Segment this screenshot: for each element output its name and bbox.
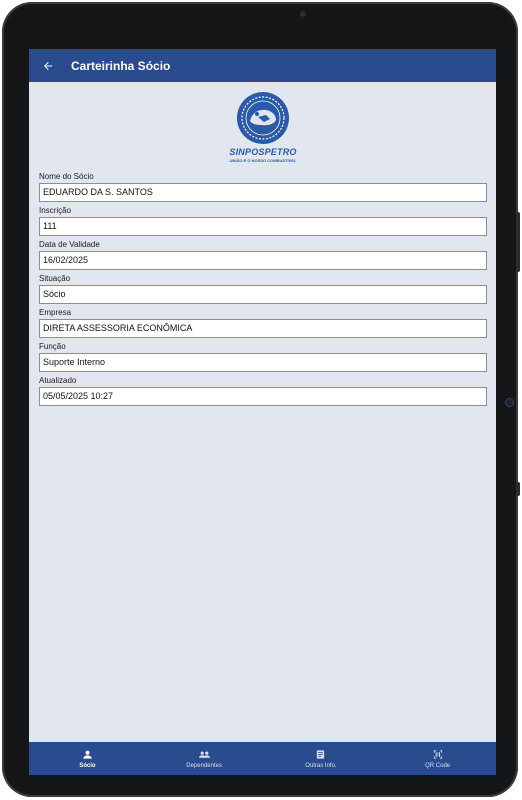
- back-button[interactable]: [31, 49, 65, 82]
- app-bar: [29, 49, 496, 82]
- member-form: [39, 170, 487, 409]
- logo-name: SINPOSPETRO: [229, 147, 297, 157]
- member-name-field[interactable]: EDUARDO DA S. SANTOS: [39, 183, 487, 202]
- nav-item-socio[interactable]: [29, 742, 146, 775]
- nav-label-socio: Sócio: [79, 762, 96, 769]
- power-button: [516, 482, 520, 496]
- status-field[interactable]: Sócio: [39, 285, 487, 304]
- logo-slogan: UNIÃO É O NOSSO COMBUSTÍVEL: [229, 158, 297, 163]
- person-icon: [82, 749, 93, 760]
- nav-label-qr-code: QR Code: [425, 762, 451, 769]
- document-icon: [315, 749, 326, 760]
- nav-item-qr-code[interactable]: [379, 742, 496, 775]
- nav-item-dependentes[interactable]: [146, 742, 263, 775]
- company-label: Empresa: [39, 308, 72, 317]
- expiry-date-label: Data de Validade: [39, 240, 100, 249]
- qr-code-icon: [432, 749, 444, 760]
- front-camera: [300, 11, 306, 17]
- status-label: Situação: [39, 274, 71, 283]
- volume-button: [516, 212, 520, 272]
- expiry-date-field[interactable]: 16/02/2025: [39, 251, 487, 270]
- arrow-left-icon: [42, 60, 54, 72]
- page-title: Carteirinha Sócio: [71, 58, 171, 73]
- role-field[interactable]: Suporte Interno: [39, 353, 487, 372]
- role-label: Função: [39, 342, 66, 351]
- union-logo: [225, 91, 301, 163]
- union-seal-icon: [236, 91, 290, 145]
- updated-label: Atualizado: [39, 376, 77, 385]
- company-field[interactable]: DIRETA ASSESSORIA ECONÔMICA: [39, 319, 487, 338]
- member-name-label: Nome do Sócio: [39, 172, 94, 181]
- bottom-navigation: [29, 742, 496, 775]
- nav-label-dependentes: Dependentes: [186, 762, 222, 769]
- updated-field[interactable]: 05/05/2025 10:27: [39, 387, 487, 406]
- registration-label: Inscrição: [39, 206, 72, 215]
- registration-field[interactable]: 111: [39, 217, 487, 236]
- tablet-frame: [2, 2, 518, 797]
- nav-item-outras-info[interactable]: [263, 742, 380, 775]
- side-sensor: [505, 398, 514, 407]
- people-icon: [198, 749, 211, 760]
- app-screen: [29, 49, 496, 775]
- nav-label-outras-info: Outras Info.: [305, 762, 337, 769]
